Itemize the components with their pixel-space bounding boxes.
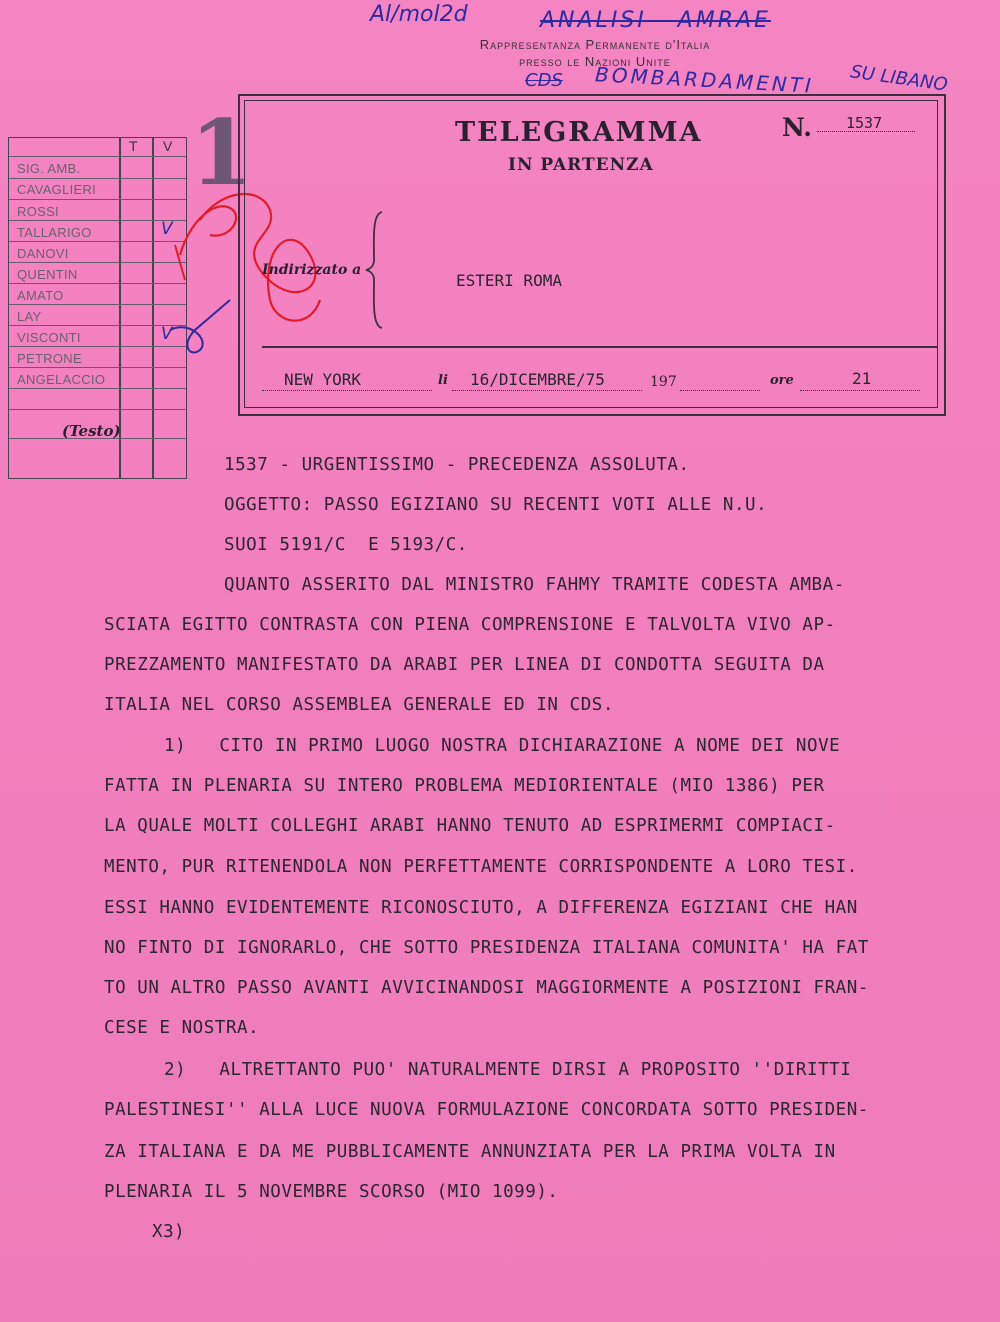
handwritten-reference: Al/mol2d [370,2,468,27]
routing-name: AMATO [17,288,64,303]
body-line: ITALIA NEL CORSO ASSEMBLEA GENERALE ED IN CDS. [104,695,614,715]
body-line: NO FINTO DI IGNORARLO, CHE SOTTO PRESIDENZA ITALIANA COMUNITA' HA FAT [104,938,869,958]
body-line: QUANTO ASSERITO DAL MINISTRO FAHMY TRAMITE CODESTA AMBA- [224,575,845,595]
testo-label: (Testo) [62,422,121,440]
routing-name: PETRONE [17,351,82,366]
letterhead [420,36,770,70]
year-dotted-line [680,390,760,391]
handwritten-cds: CDS [525,70,563,91]
routing-name: SIG. AMB. [17,161,81,176]
routing-name: ROSSI [17,204,59,219]
year-prefix: 197 [650,374,677,390]
letterhead-line-1: Rappresentanza Permanente d'Italia [479,37,711,52]
body-line: SUOI 5191/C E 5193/C. [224,535,468,555]
routing-name: VISCONTI [17,330,81,345]
number-label: N. [782,113,812,142]
column-header-v: V [163,138,173,154]
grid-rule [9,156,186,157]
handwritten-subject: BOMBARDAMENTI [594,62,815,98]
grid-rule [9,388,186,389]
body-line: ZA ITALIANA E DA ME PUBBLICAMENTE ANNUNZIATA PER LA PRIMA VOLTA IN [104,1142,836,1162]
brace-icon [364,210,388,330]
body-line: 1537 - URGENTISSIMO - PRECEDENZA ASSOLUTA. [224,455,690,475]
routing-name: QUENTIN [17,267,78,282]
body-line: SCIATA EGITTO CONTRASTA CON PIENA COMPRENSIONE E TALVOLTA VIVO AP- [104,615,836,635]
li-label: li [438,373,448,388]
body-line: FATTA IN PLENARIA SU INTERO PROBLEMA MEDIORIENTALE (MIO 1386) PER [104,776,825,796]
grid-rule [9,367,186,368]
hour-dotted-line [800,390,920,391]
date-dotted-line [452,390,642,391]
routing-name: LAY [17,309,42,324]
body-line: OGGETTO: PASSO EGIZIANO SU RECENTI VOTI ALLE N.U. [224,495,768,515]
routing-name: CAVAGLIERI [17,182,97,197]
telegram-subtitle: IN PARTENZA [508,155,654,175]
body-line: PREZZAMENTO MANIFESTATO DA ARABI PER LINEA DI CONDOTTA SEGUITA DA [104,655,825,675]
column-header-t: T [129,138,138,154]
addressed-to-label: Indirizzato a [262,262,362,278]
ore-label: ore [770,373,794,388]
telegram-number: 1537 [846,114,883,132]
body-line: 2) ALTRETTANTO PUO' NATURALMENTE DIRSI A PROPOSITO ''DIRITTI [164,1060,852,1080]
frame-rule [262,346,937,348]
grid-rule [9,178,186,179]
grid-rule [9,409,186,410]
body-line: X3) [152,1222,186,1242]
origin-place: NEW YORK [284,370,362,389]
routing-name: ANGELACCIO [17,372,106,387]
letterhead-line-2: presso le Nazioni Unite [519,54,671,69]
telegram-title: TELEGRAMMA [455,117,703,148]
routing-name: DANOVI [17,246,69,261]
routing-name: TALLARIGO [17,225,92,240]
check-mark-tallarigo: V [161,219,173,239]
addressee: ESTERI ROMA [456,271,562,290]
body-line: 1) CITO IN PRIMO LUOGO NOSTRA DICHIARAZIONE A NOME DEI NOVE [164,736,841,756]
body-line: TO UN ALTRO PASSO AVANTI AVVICINANDOSI MAGGIORMENTE A POSIZIONI FRAN- [104,978,869,998]
stamp-digit: 1 [190,100,253,206]
body-line: MENTO, PUR RITENENDOLA NON PERFETTAMENTE CORRISPONDENTE A LORO TESI. [104,857,858,877]
handwritten-subject-location: SU LIBANO [849,61,949,96]
telegram-date: 16/DICEMBRE/75 [470,370,605,389]
place-dotted-line [262,390,432,391]
body-line: LA QUALE MOLTI COLLEGHI ARABI HANNO TENUTO AD ESPRIMERMI COMPIACI- [104,816,836,836]
telegram-hour: 21 [852,369,872,388]
body-line: CESE E NOSTRA. [104,1018,260,1038]
body-line: PLENARIA IL 5 NOVEMBRE SCORSO (MIO 1099). [104,1182,559,1202]
handwritten-struck-note: ANALISI - AMRAE [540,8,771,33]
grid-divider [152,138,154,478]
body-line: PALESTINESI'' ALLA LUCE NUOVA FORMULAZIONE CONCORDATA SOTTO PRESIDEN- [104,1100,869,1120]
check-mark-visconti: V [161,324,173,344]
body-line: ESSI HANNO EVIDENTEMENTE RICONOSCIUTO, A DIFFERENZA EGIZIANI CHE HAN [104,898,858,918]
